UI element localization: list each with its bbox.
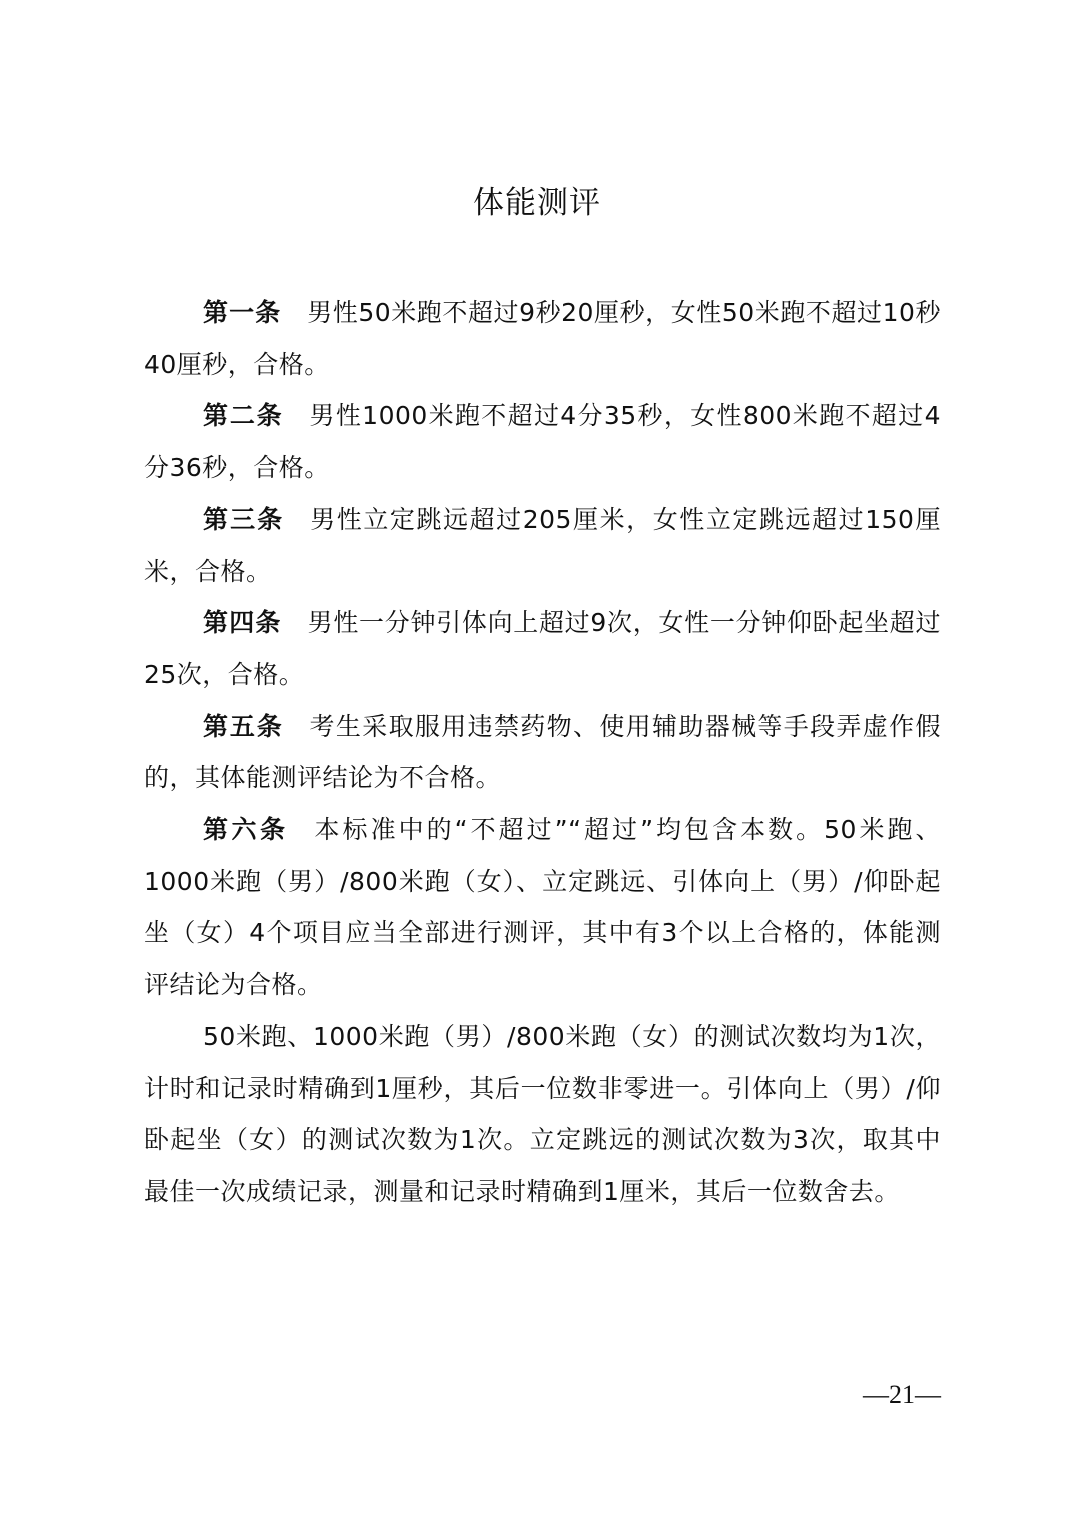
page-number: —21— (863, 1380, 941, 1409)
article-label: 第六条 (203, 815, 289, 845)
article-text: 男性50米跑不超过9秒20厘秒，女性50米跑不超过10秒40厘秒，合格。 (144, 298, 941, 379)
paragraph-text: 50米跑、1000米跑（男）/800米跑（女）的测试次数均为1次，计时和记录时精确到1厘秒，其后一位数非零进一。引体向上（男）/仰卧起坐（女）的测试次数为1次。立定跳远的测试次数为3次，取其中最佳一次成绩记录，测量和记录时精确到1厘米，其后一位数舍去。 (144, 1021, 941, 1206)
article-text: 男性立定跳远超过205厘米，女性立定跳远超过150厘米，合格。 (144, 504, 941, 586)
article-5 (144, 701, 941, 804)
article-3 (144, 494, 941, 597)
article-6 (144, 804, 941, 1011)
article-1 (144, 287, 941, 390)
article-label: 第五条 (203, 711, 284, 741)
article-text: 本标准中的“不超过”“超过”均包含本数。50米跑、1000米跑（男）/800米跑（女）、立定跳远、引体向上（男）/仰卧起坐（女）4个项目应当全部进行测评，其中有3个以上合格的，体能测评结论为合格。 (144, 815, 941, 1000)
article-label: 第三条 (203, 504, 285, 534)
article-label: 第四条 (203, 608, 282, 638)
article-2 (144, 390, 941, 493)
article-label: 第二条 (203, 401, 284, 431)
article-text: 男性一分钟引体向上超过9次，女性一分钟仰卧起坐超过25次，合格。 (144, 608, 941, 689)
article-label: 第一条 (203, 298, 282, 327)
article-text: 男性1000米跑不超过4分35秒，女性800米跑不超过4分36秒，合格。 (144, 401, 941, 483)
document-body (144, 287, 941, 1218)
page-title: 体能测评 (473, 185, 601, 221)
article-4 (144, 597, 941, 700)
article-text: 考生采取服用违禁药物、使用辅助器械等手段弄虚作假的，其体能测评结论为不合格。 (144, 711, 941, 793)
article-6-continuation (144, 1011, 941, 1218)
